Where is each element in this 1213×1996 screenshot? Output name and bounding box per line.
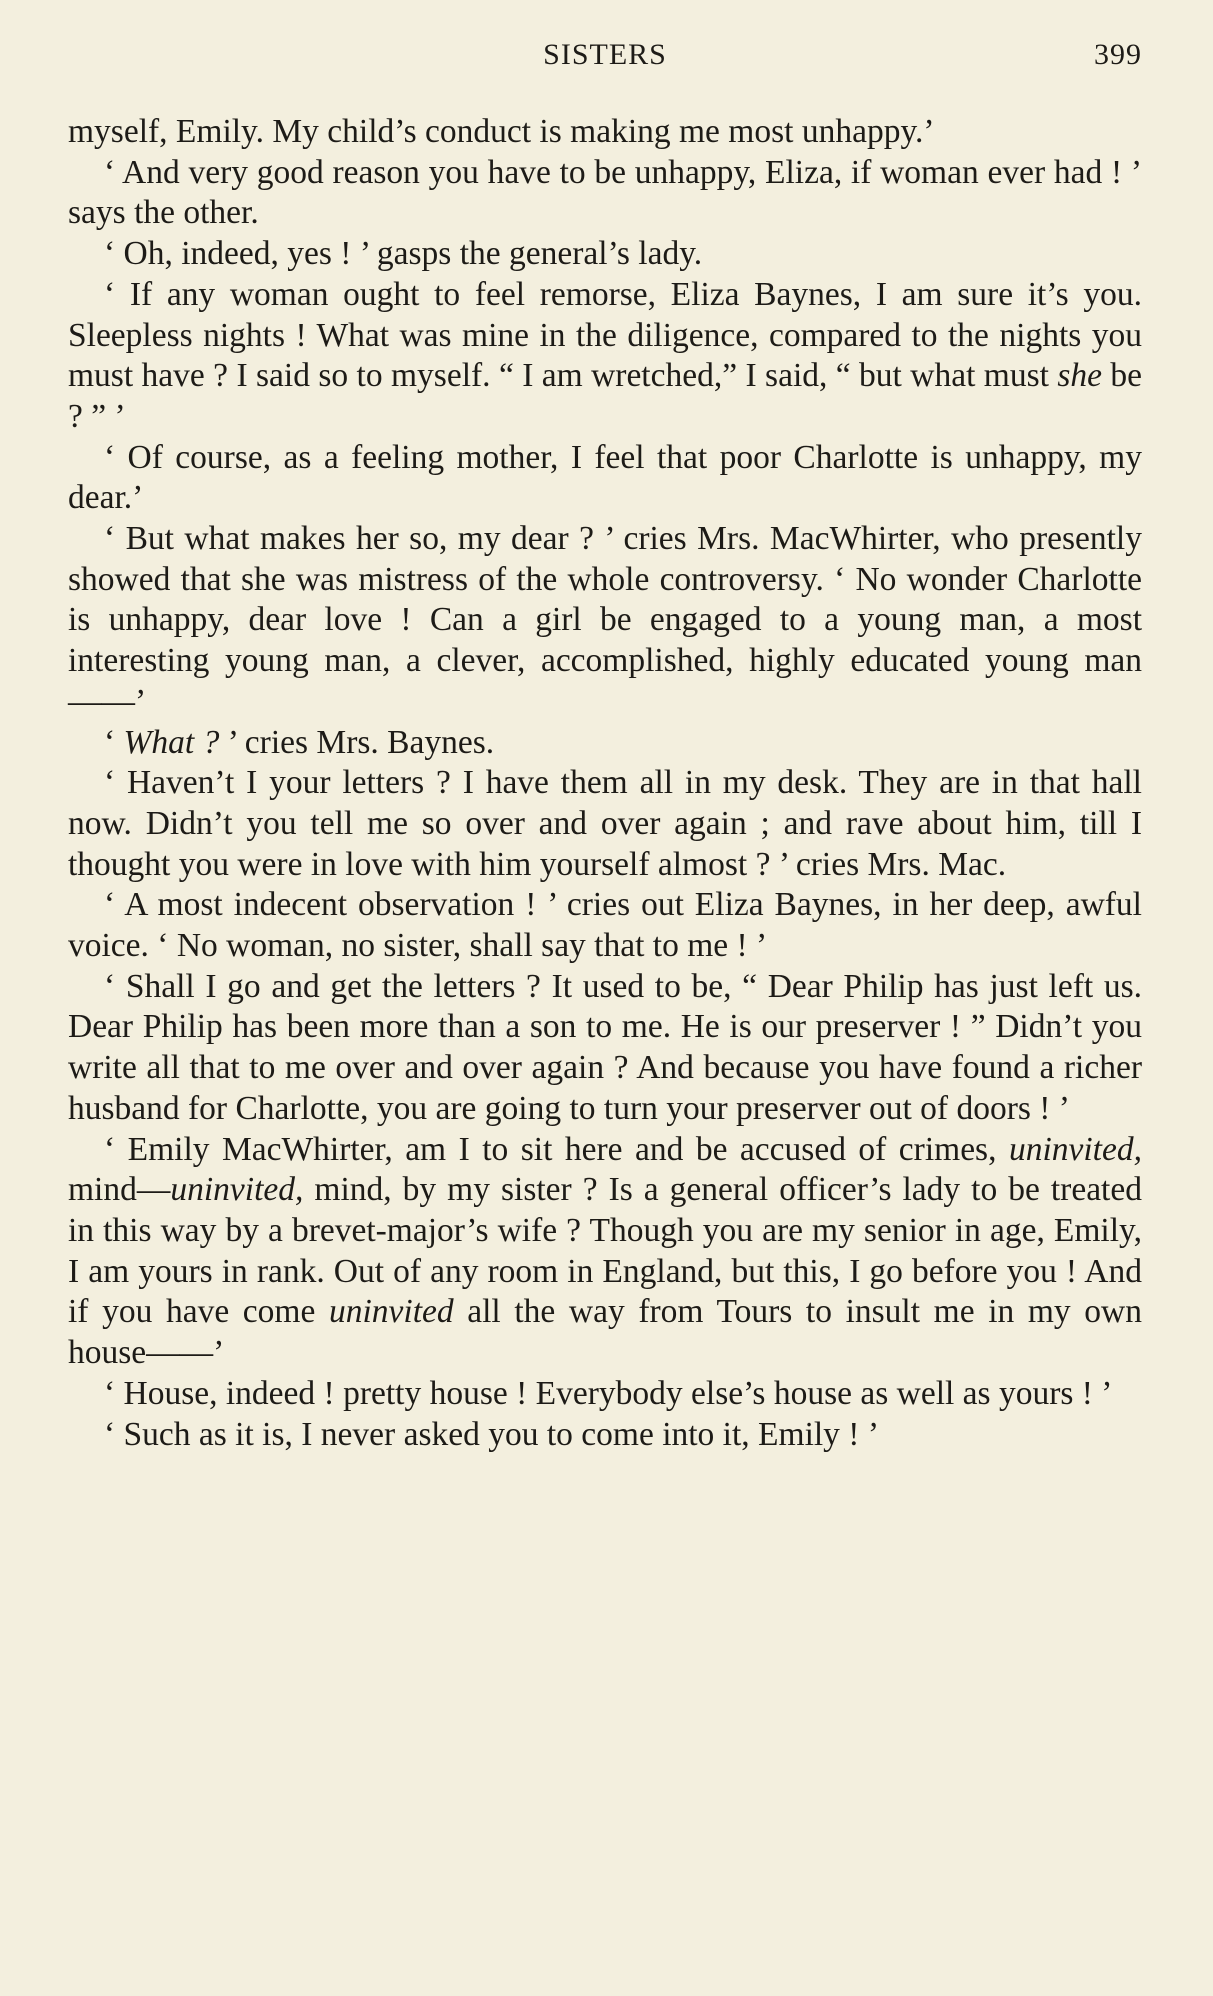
text-run: ‘ A most indecent observation ! ’ cries out Eliza Baynes, in her deep, awful voice. ‘ No woman, no sister, shall say that to me ! ’ — [68, 886, 1142, 965]
paragraph — [68, 1374, 1142, 1415]
italic-text: uninvited — [328, 1293, 454, 1331]
text-run: ‘ House, indeed ! pretty house ! Everybody else’s house as well as yours ! ’ — [104, 1374, 1113, 1412]
text-run: ‘ But what makes her so, my dear ? ’ cries Mrs. MacWhirter, who presently showed that she was mistress of the whole controversy. ‘ No wonder Charlotte is unhappy, dear love ! Can a girl be engaged to a young man, a most interesting young man, a clever, accomplished, highly educated young man——’ — [68, 520, 1142, 720]
paragraph — [68, 275, 1142, 438]
italic-text: she — [1057, 357, 1102, 395]
paragraph — [68, 723, 1142, 764]
text-run: ‘ Oh, indeed, yes ! ’ gasps the general’s lady. — [104, 235, 703, 273]
paragraph — [68, 967, 1142, 1130]
paragraph — [68, 234, 1142, 275]
text-run: mind— — [68, 1171, 171, 1209]
text-run: ‘ — [104, 723, 124, 761]
text-run: ‘ Emily MacWhirter, am I to sit here and be accused of crimes, — [104, 1130, 1009, 1168]
text-run: myself, Emily. My child’s conduct is making me most unhappy.’ — [68, 113, 935, 150]
running-header — [68, 38, 1142, 80]
italic-text: uninvited, — [1008, 1130, 1142, 1168]
text-run: ‘ If any woman ought to feel remorse, Eliza Baynes, I am sure it’s you. Sleepless nights ! What was mine in the diligence, compared to the nights you must have ? I said so to myself. “ I am wretched,” I said, “ but what must — [68, 275, 1142, 395]
italic-text: What ? — [123, 723, 220, 761]
running-title: SISTERS — [543, 38, 667, 71]
paragraph — [68, 519, 1142, 723]
text-run: all the way from Tours to insult me in my own house——’ — [68, 1293, 1142, 1372]
text-run: ‘ Such as it is, I never asked you to come into it, Emily ! ’ — [104, 1415, 879, 1453]
italic-text: uninvited, — [170, 1171, 304, 1209]
page-number: 399 — [1094, 38, 1142, 71]
paragraph — [68, 1130, 1142, 1374]
text-run: ‘ And very good reason you have to be unhappy, Eliza, if woman ever had ! ’ says the other. — [68, 153, 1142, 232]
paragraph — [68, 112, 1142, 153]
paragraph — [68, 885, 1142, 966]
text-run: ‘ Shall I go and get the letters ? It used to be, “ Dear Philip has just left us. Dear Philip has been more than a son to me. He is our preserver ! ” Didn’t you write all that to me over and over again ? And because you have found a richer husband for Charlotte, you are going to turn your preserver out of doors ! ’ — [68, 967, 1142, 1127]
paragraph — [68, 438, 1142, 519]
text-run: be ? ” ’ — [68, 357, 1143, 435]
text-run: ‘ Of course, as a feeling mother, I feel that poor Charlotte is unhappy, my dear.’ — [68, 438, 1142, 517]
text-run: mind, by my sister ? Is a general officer’s lady to be treated in this way by a brevet-major’s wife ? Though you are my senior in age, Emily, I am yours in rank. Out of any room in England, but this, I go before you ! And if you have come — [68, 1171, 1142, 1331]
paragraph — [68, 153, 1142, 234]
paragraph — [68, 1415, 1142, 1456]
text-run: ’ cries Mrs. Baynes. — [219, 723, 495, 761]
paragraph — [68, 763, 1142, 885]
text-run: ‘ Haven’t I your letters ? I have them all in my desk. They are in that hall now. Didn’t you tell me so over and over again ; and rave about him, till I thought you were in love with him yourself almost ? ’ cries Mrs. Mac. — [68, 764, 1142, 883]
body-text — [68, 112, 1142, 1455]
